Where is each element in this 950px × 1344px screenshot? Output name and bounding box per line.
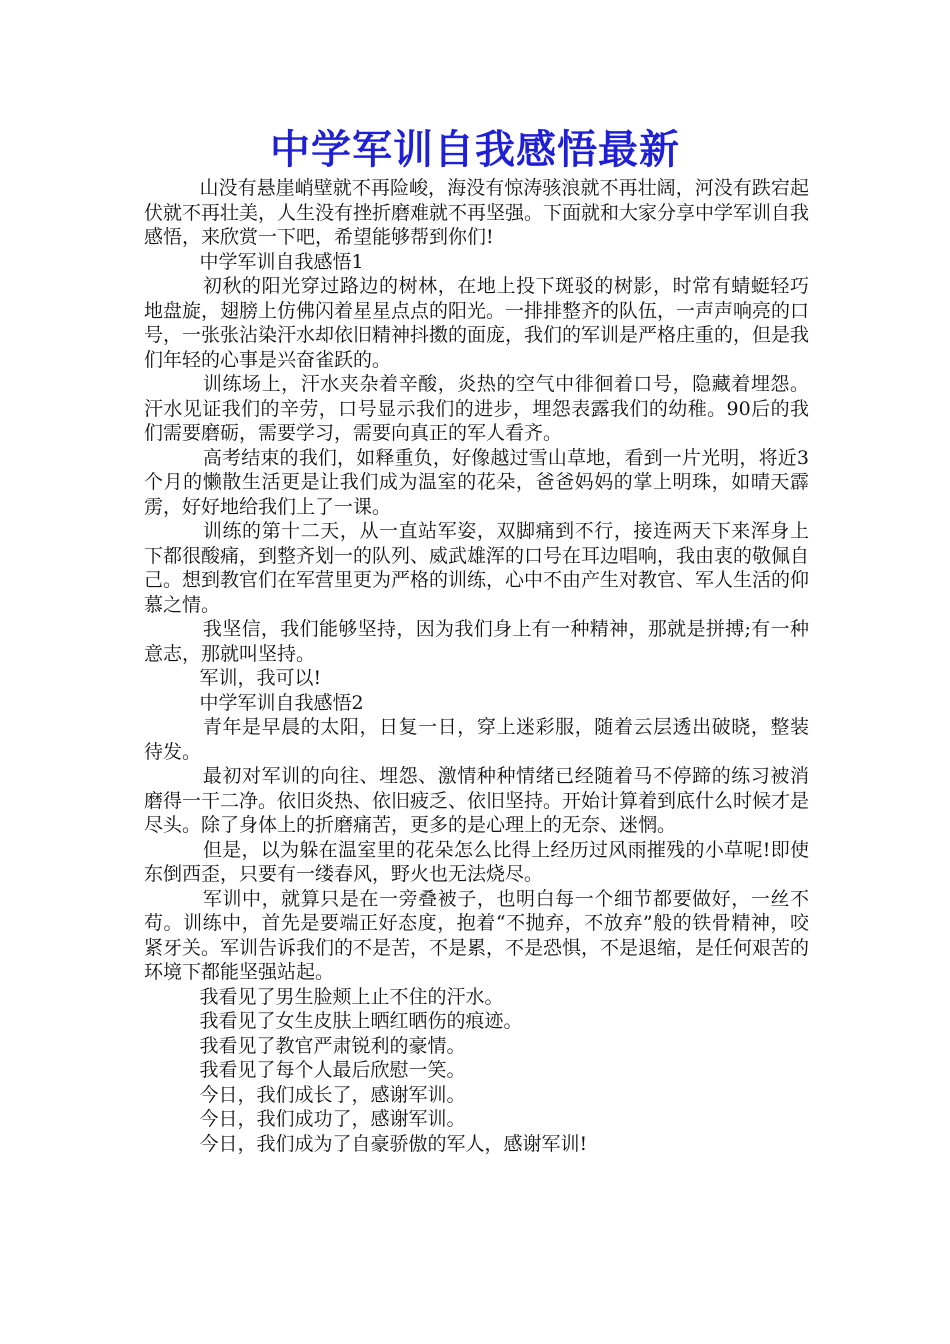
section-1-paragraph-2: 训练场上，汗水夹杂着辛酸，炎热的空气中徘徊着口号，隐藏着埋怨。汗水见证我们的辛劳，口号显示我们的进步，埋怨表露我们的幼稚。90后的我们需要磨砺，需要学习，需要向真正的军人看齐。 [144, 373, 809, 444]
section-2-paragraph-1: 青年是早晨的太阳，日复一日，穿上迷彩服，随着云层透出破晓，整装待发。 [144, 716, 809, 763]
section-2-paragraph-3: 但是，以为躲在温室里的花朵怎么比得上经历过风雨摧残的小草呢!即使东倒西歪，只要有一缕春风，野火也无法烧尽。 [144, 838, 809, 885]
section-2-paragraph-11: 今日，我们成为了自豪骄傲的军人，感谢军训! [199, 1132, 588, 1155]
document-title: 中学军训自我感悟最新 [270, 126, 680, 173]
section-2-paragraph-9: 今日，我们成长了，感谢军训。 [199, 1083, 466, 1106]
section-2-paragraph-5: 我看见了男生脸颊上止不住的汗水。 [199, 985, 504, 1008]
section-2-paragraph-8: 我看见了每个人最后欣慰一笑。 [199, 1059, 466, 1081]
section-2-paragraph-7: 我看见了教官严肃锐利的豪情。 [199, 1034, 466, 1057]
section-1-paragraph-3: 高考结束的我们，如释重负，好像越过雪山草地，看到一片光明，将近3个月的懒散生活更是让我们成为温室的花朵，爸爸妈妈的掌上明珠，如晴天霹雳，好好地给我们上了一课。 [144, 446, 809, 518]
section-2-paragraph-4: 军训中，就算只是在一旁叠被子，也明白每一个细节都要做好，一丝不苟。训练中，首先是要端正好态度，抱着“不抛弃，不放弃”般的铁骨精神，咬紧牙关。军训告诉我们的不是苦，不是累，不是恐惧，不是退缩，是任何艰苦的环境下都能坚强站起。 [144, 887, 810, 983]
section-1-paragraph-4: 训练的第十二天，从一直站军姿，双脚痛到不行，接连两天下来浑身上下都很酸痛，到整齐划一的队列、威武雄浑的口号在耳边唱响，我由衷的敬佩自己。想到教官们在军营里更为严格的训练，心中不由产生对教官、军人生活的仰慕之情。 [144, 520, 810, 616]
section-1-paragraph-1: 初秋的阳光穿过路边的树林，在地上投下斑驳的树影，时常有蜻蜓轻巧地盘旋，翅膀上仿佛闪着星星点点的阳光。一排排整齐的队伍，一声声响亮的口号，一张张沾染汗水却依旧精神抖擞的面庞，我们的军训是严格庄重的，但是我们年轻的心事是兴奋雀跃的。 [144, 275, 810, 371]
section-1-paragraph-6: 军训，我可以! [199, 667, 322, 689]
section-heading-2: 中学军训自我感悟2 [199, 691, 364, 714]
section-2-paragraph-6: 我看见了女生皮肤上晒红晒伤的痕迹。 [199, 1010, 523, 1032]
section-2-paragraph-10: 今日，我们成功了，感谢军训。 [199, 1108, 466, 1130]
document-body [144, 176, 809, 1156]
section-1-paragraph-5: 我坚信，我们能够坚持，因为我们身上有一种精神，那就是拼搏;有一种意志，那就叫坚持。 [144, 618, 809, 665]
section-heading-1: 中学军训自我感悟1 [199, 250, 364, 273]
section-2-paragraph-2: 最初对军训的向往、埋怨、激情种种情绪已经随着马不停蹄的练习被消磨得一干二净。依旧炎热、依旧疲乏、依旧坚持。开始计算着到底什么时候才是尽头。除了身体上的折磨痛苦，更多的是心理上的无奈、迷惘。 [144, 765, 810, 836]
intro-paragraph: 山没有悬崖峭壁就不再险峻，海没有惊涛骇浪就不再壮阔，河没有跌宕起伏就不再壮美，人生没有挫折磨难就不再坚强。下面就和大家分享中学军训自我感悟，来欣赏一下吧，希望能够帮到你们! [144, 177, 810, 248]
